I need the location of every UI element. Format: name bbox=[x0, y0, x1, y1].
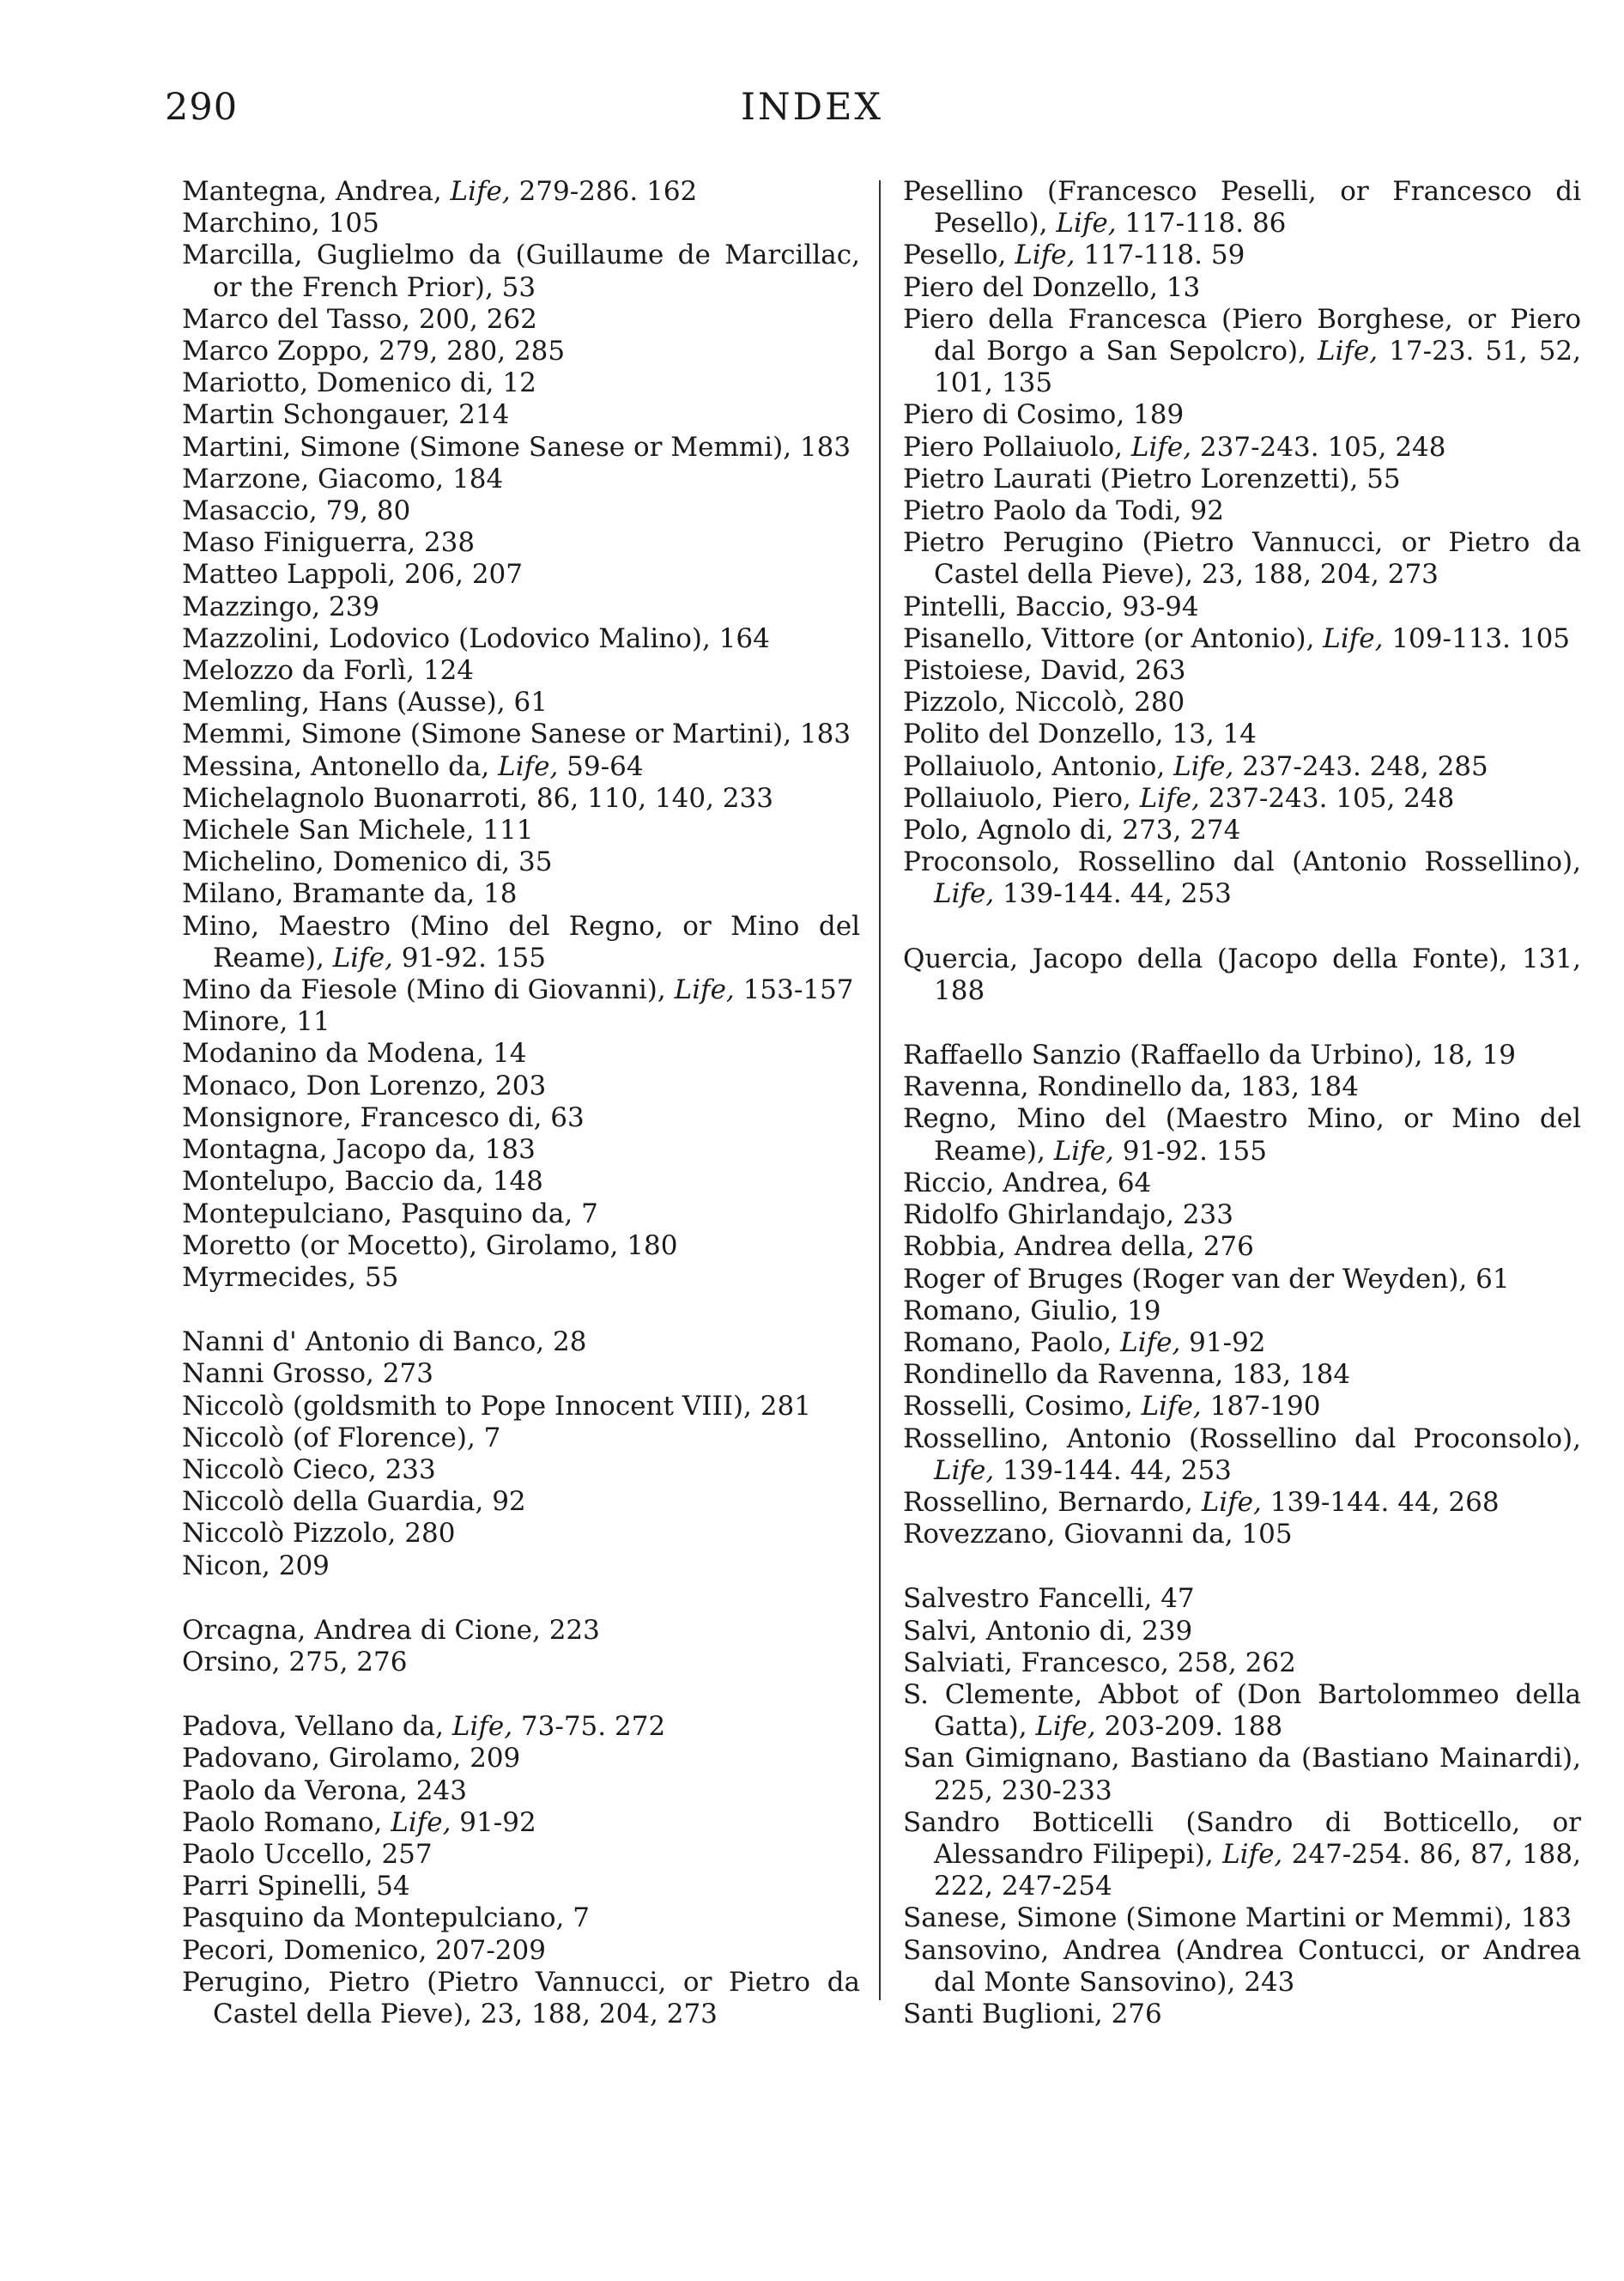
entry-text: Parri Spinelli, 54 bbox=[182, 1871, 410, 1902]
index-entry bbox=[182, 399, 860, 431]
index-entry bbox=[182, 1839, 860, 1871]
entry-text: Nicon, 209 bbox=[182, 1550, 330, 1581]
entry-life-label: Life, bbox=[1015, 240, 1076, 271]
index-entry bbox=[903, 1168, 1581, 1199]
index-entry bbox=[903, 1583, 1581, 1615]
index-entry bbox=[182, 1166, 860, 1198]
entry-text: Monsignore, Francesco di, 63 bbox=[182, 1101, 585, 1133]
entry-text: Orcagna, Andrea di Cione, 223 bbox=[182, 1614, 600, 1646]
entry-pages: 59-64 bbox=[558, 750, 644, 782]
entry-text: S. Clemente, Abbot of (Don Bartolommeo della Gatta), bbox=[903, 1678, 1581, 1743]
entry-text: Orsino, 275, 276 bbox=[182, 1646, 408, 1677]
entry-text: Paolo Romano, bbox=[182, 1806, 391, 1838]
entry-text: Marchino, 105 bbox=[182, 208, 379, 240]
entry-pages: 117-118. 59 bbox=[1075, 240, 1245, 271]
entry-text: Monaco, Don Lorenzo, 203 bbox=[182, 1070, 547, 1101]
entry-text: Pietro Paolo da Todi, 92 bbox=[903, 495, 1224, 527]
entry-text: Regno, Mino del (Maestro Mino, or Mino del Reame), bbox=[903, 1103, 1581, 1167]
entry-text: Piero della Francesca (Piero Borghese, or Piero dal Borgo a San Sepolcro), bbox=[903, 303, 1581, 367]
entry-text: Matteo Lappoli, 206, 207 bbox=[182, 559, 524, 591]
index-entry bbox=[182, 1743, 860, 1774]
index-entry bbox=[903, 1040, 1581, 1071]
entry-life-label: Life, bbox=[1120, 1326, 1181, 1358]
entry-text: Robbia, Andrea della, 276 bbox=[903, 1231, 1254, 1263]
entry-life-label: Life, bbox=[934, 878, 995, 910]
entry-text: Pisanello, Vittore (or Antonio), bbox=[903, 622, 1324, 654]
entry-text: Michele San Michele, 111 bbox=[182, 815, 534, 846]
index-entry bbox=[903, 1423, 1581, 1487]
entry-text: Mariotto, Domenico di, 12 bbox=[182, 367, 536, 399]
index-entry bbox=[182, 1935, 860, 1967]
index-entry bbox=[903, 1103, 1581, 1167]
entry-text: Memmi, Simone (Simone Sanese or Martini), 183 bbox=[182, 719, 851, 750]
index-entry bbox=[182, 719, 860, 750]
entry-text: Marzone, Giacomo, 184 bbox=[182, 463, 504, 494]
entry-text: Michelagnolo Buonarroti, 86, 110, 140, 233 bbox=[182, 782, 773, 814]
index-entry bbox=[182, 815, 860, 846]
entry-text: Padova, Vellano da, bbox=[182, 1711, 452, 1743]
entry-text: Pietro Laurati (Pietro Lorenzetti), 55 bbox=[903, 463, 1401, 494]
entry-life-label: Life, bbox=[1173, 750, 1234, 782]
index-entry bbox=[182, 1967, 860, 2030]
entry-text: Pesellino (Francesco Peselli, or Francesco di Pesello), bbox=[903, 176, 1581, 240]
entry-text: Pecori, Domenico, 207-209 bbox=[182, 1934, 546, 1966]
index-entry bbox=[903, 943, 1581, 1007]
entry-text: Pesello, bbox=[903, 240, 1015, 271]
index-entry bbox=[182, 1262, 860, 1294]
index-entry bbox=[903, 687, 1581, 719]
entry-pages: 153-157 bbox=[734, 974, 854, 1006]
index-entry bbox=[903, 591, 1581, 623]
index-entry bbox=[182, 1358, 860, 1390]
entry-text: Sansovino, Andrea (Andrea Contucci, or Andrea dal Monte Sansovino), 243 bbox=[903, 1934, 1581, 1998]
index-entry bbox=[182, 1198, 860, 1230]
entry-text: Rondinello da Ravenna, 183, 184 bbox=[903, 1359, 1351, 1391]
entry-text: Martin Schongauer, 214 bbox=[182, 399, 510, 431]
entry-text: Niccolò della Guardia, 92 bbox=[182, 1486, 526, 1518]
index-entry bbox=[182, 208, 860, 240]
entry-text: Minore, 11 bbox=[182, 1006, 330, 1038]
entry-life-label: Life, bbox=[674, 974, 735, 1006]
entry-text: Perugino, Pietro (Pietro Vannucci, or Pietro da Castel della Pieve), 23, 188, 204, 273 bbox=[182, 1966, 860, 2029]
index-entry bbox=[903, 176, 1581, 240]
entry-pages: 247-254. 86, 87, 188, 222, 247-254 bbox=[934, 1838, 1581, 1902]
index-entry bbox=[182, 1006, 860, 1038]
index-entry bbox=[182, 751, 860, 783]
entry-text: Maso Finiguerra, 238 bbox=[182, 527, 476, 559]
entry-text: Quercia, Jacopo della (Jacopo della Fonte), 131, 188 bbox=[903, 943, 1581, 1006]
index-entry bbox=[903, 1679, 1581, 1743]
index-column-left bbox=[182, 176, 860, 2030]
index-entry bbox=[182, 1326, 860, 1358]
index-entry bbox=[903, 1231, 1581, 1263]
entry-pages: 139-144. 44, 253 bbox=[994, 878, 1232, 910]
index-entry bbox=[182, 1230, 860, 1262]
column-divider bbox=[879, 180, 881, 2000]
entry-text: Niccolò (goldsmith to Pope Innocent VIII), 281 bbox=[182, 1390, 811, 1422]
index-entry bbox=[903, 783, 1581, 815]
index-entry bbox=[182, 1134, 860, 1166]
entry-text: Mino da Fiesole (Mino di Giovanni), bbox=[182, 974, 675, 1006]
entry-text: Romano, Paolo, bbox=[903, 1326, 1121, 1358]
index-entry bbox=[903, 272, 1581, 304]
entry-text: Pietro Perugino (Pietro Vannucci, or Pietro da Castel della Pieve), 23, 188, 204, 273 bbox=[903, 527, 1581, 591]
index-entry bbox=[903, 399, 1581, 431]
entry-text: Melozzo da Forlì, 124 bbox=[182, 655, 475, 687]
entry-text: Salviati, Francesco, 258, 262 bbox=[903, 1647, 1296, 1678]
index-entry bbox=[182, 1423, 860, 1454]
entry-text: Masaccio, 79, 80 bbox=[182, 495, 411, 527]
entry-text: Proconsolo, Rossellino dal (Antonio Rossellino), bbox=[903, 846, 1581, 878]
entry-text: Pizzolo, Niccolò, 280 bbox=[903, 687, 1185, 719]
index-entry bbox=[182, 1071, 860, 1102]
entry-pages: 139-144. 44, 253 bbox=[994, 1454, 1232, 1486]
index-entry bbox=[182, 1711, 860, 1743]
entry-text: Moretto (or Mocetto), Girolamo, 180 bbox=[182, 1229, 678, 1261]
index-entry bbox=[182, 495, 860, 527]
index-entry bbox=[182, 591, 860, 623]
index-entry bbox=[903, 1359, 1581, 1391]
index-entry bbox=[903, 1935, 1581, 1999]
entry-text: Montelupo, Baccio da, 148 bbox=[182, 1166, 543, 1198]
entry-text: Modanino da Modena, 14 bbox=[182, 1038, 527, 1070]
entry-text: Messina, Antonello da, bbox=[182, 750, 499, 782]
index-entry bbox=[903, 464, 1581, 495]
index-entry bbox=[182, 1454, 860, 1486]
entry-life-label: Life, bbox=[498, 750, 559, 782]
entry-text: Montepulciano, Pasquino da, 7 bbox=[182, 1198, 598, 1229]
index-entry bbox=[182, 1807, 860, 1839]
index-entry bbox=[182, 687, 860, 719]
index-entry bbox=[182, 974, 860, 1006]
index-entry bbox=[182, 304, 860, 336]
index-entry bbox=[903, 1743, 1581, 1806]
index-column-right bbox=[903, 176, 1581, 2030]
entry-life-label: Life, bbox=[1317, 336, 1379, 367]
entry-text: Rosselli, Cosimo, bbox=[903, 1391, 1142, 1423]
entry-text: Salvestro Fancelli, 47 bbox=[903, 1583, 1195, 1615]
index-entry bbox=[182, 878, 860, 910]
entry-life-label: Life, bbox=[1141, 1391, 1202, 1423]
entry-text: Mazzingo, 239 bbox=[182, 591, 380, 622]
index-entry bbox=[182, 432, 860, 464]
page-number: 290 bbox=[165, 86, 239, 129]
index-entry bbox=[903, 751, 1581, 783]
entry-text: Ridolfo Ghirlandajo, 233 bbox=[903, 1199, 1233, 1231]
entry-text: Ravenna, Rondinello da, 183, 184 bbox=[903, 1071, 1359, 1103]
entry-pages: 73-75. 272 bbox=[512, 1711, 666, 1743]
index-entry bbox=[903, 1327, 1581, 1359]
entry-text: Santi Buglioni, 276 bbox=[903, 1998, 1162, 2029]
index-entry bbox=[903, 527, 1581, 591]
index-entry bbox=[903, 1616, 1581, 1647]
entry-life-label: Life, bbox=[1053, 1135, 1114, 1167]
entry-pages: 203-209. 188 bbox=[1095, 1711, 1283, 1743]
entry-text: Piero del Donzello, 13 bbox=[903, 271, 1201, 303]
entry-text: Mino, Maestro (Mino del Regno, or Mino del Reame), bbox=[182, 910, 860, 974]
entry-text: Marcilla, Guglielmo da (Guillaume de Marcillac, or the French Prior), 53 bbox=[182, 240, 860, 303]
index-entry bbox=[903, 623, 1581, 655]
index-entry bbox=[182, 1902, 860, 1934]
index-entry bbox=[182, 464, 860, 495]
entry-life-label: Life, bbox=[934, 1454, 995, 1486]
entry-text: Martini, Simone (Simone Sanese or Memmi), 183 bbox=[182, 431, 851, 463]
entry-life-label: Life, bbox=[1056, 208, 1117, 240]
index-entry bbox=[182, 1615, 860, 1647]
entry-text: Romano, Giulio, 19 bbox=[903, 1295, 1161, 1326]
entry-pages: 237-243. 105, 248 bbox=[1191, 431, 1446, 463]
entry-text: Niccolò Cieco, 233 bbox=[182, 1453, 436, 1485]
entry-text: Rossellino, Antonio (Rossellino dal Proconsolo), bbox=[903, 1423, 1581, 1454]
entry-text: Rovezzano, Giovanni da, 105 bbox=[903, 1519, 1293, 1550]
index-entry bbox=[182, 1486, 860, 1518]
entry-text: Niccolò (of Florence), 7 bbox=[182, 1422, 501, 1453]
index-entry bbox=[903, 495, 1581, 527]
index-entry bbox=[182, 623, 860, 655]
entry-text: Myrmecides, 55 bbox=[182, 1261, 399, 1293]
entry-pages: 91-92. 155 bbox=[1113, 1135, 1268, 1167]
entry-text: Riccio, Andrea, 64 bbox=[903, 1167, 1152, 1198]
entry-text: Raffaello Sanzio (Raffaello da Urbino), 18, 19 bbox=[903, 1040, 1516, 1071]
index-entry bbox=[182, 176, 860, 208]
index-entry bbox=[182, 1518, 860, 1550]
entry-text: Montagna, Jacopo da, 183 bbox=[182, 1134, 536, 1166]
entry-text: Pintelli, Baccio, 93-94 bbox=[903, 591, 1199, 622]
entry-pages: 117-118. 86 bbox=[1116, 208, 1287, 240]
index-entry bbox=[182, 783, 860, 815]
index-entry bbox=[903, 1519, 1581, 1550]
entry-pages: 237-243. 248, 285 bbox=[1233, 750, 1488, 782]
index-entry bbox=[903, 432, 1581, 464]
page-title: INDEX bbox=[740, 86, 884, 129]
entry-life-label: Life, bbox=[1222, 1838, 1283, 1870]
entry-text: Nanni d' Antonio di Banco, 28 bbox=[182, 1326, 587, 1358]
entry-text: Pasquino da Montepulciano, 7 bbox=[182, 1902, 590, 1934]
index-entry bbox=[182, 655, 860, 687]
index-entry bbox=[182, 367, 860, 399]
index-entry bbox=[903, 304, 1581, 400]
entry-text: Roger of Bruges (Roger van der Weyden), 61 bbox=[903, 1263, 1510, 1295]
entry-life-label: Life, bbox=[1139, 782, 1200, 814]
entry-pages: 17-23. 51, 52, 101, 135 bbox=[934, 336, 1581, 399]
entry-pages: 109-113. 105 bbox=[1383, 622, 1571, 654]
index-entry bbox=[182, 240, 860, 303]
entry-pages: 187-190 bbox=[1201, 1391, 1321, 1423]
index-entry bbox=[903, 1391, 1581, 1423]
entry-text: Rossellino, Bernardo, bbox=[903, 1486, 1202, 1518]
entry-text: Michelino, Domenico di, 35 bbox=[182, 846, 553, 878]
index-entry bbox=[182, 336, 860, 367]
entry-text: Niccolò Pizzolo, 280 bbox=[182, 1518, 456, 1550]
entry-text: Sandro Botticelli (Sandro di Botticello, or Alessandro Filipepi), bbox=[903, 1806, 1581, 1870]
index-entry bbox=[182, 559, 860, 591]
entry-life-label: Life, bbox=[1323, 622, 1384, 654]
entry-text: Polito del Donzello, 13, 14 bbox=[903, 719, 1257, 750]
index-entry bbox=[903, 1199, 1581, 1231]
entry-life-label: Life, bbox=[1201, 1486, 1262, 1518]
index-entry bbox=[182, 846, 860, 878]
entry-text: Pollaiuolo, Piero, bbox=[903, 782, 1140, 814]
index-entry bbox=[903, 1071, 1581, 1103]
entry-text: Mazzolini, Lodovico (Lodovico Malino), 164 bbox=[182, 622, 770, 654]
entry-text: Piero Pollaiuolo, bbox=[903, 431, 1131, 463]
index-entry bbox=[903, 815, 1581, 846]
entry-text: Padovano, Girolamo, 209 bbox=[182, 1743, 521, 1774]
index-entry bbox=[903, 1264, 1581, 1295]
entry-life-label: Life, bbox=[1130, 431, 1192, 463]
index-entry bbox=[903, 1647, 1581, 1679]
entry-text: Memling, Hans (Ausse), 61 bbox=[182, 687, 548, 719]
index-entry bbox=[903, 719, 1581, 750]
index-entry bbox=[903, 240, 1581, 271]
entry-pages: 139-144. 44, 268 bbox=[1261, 1486, 1500, 1518]
entry-pages: 279-286. 162 bbox=[510, 176, 698, 207]
entry-text: Paolo Uccello, 257 bbox=[182, 1838, 433, 1870]
entry-text: Pollaiuolo, Antonio, bbox=[903, 750, 1174, 782]
entry-text: Sanese, Simone (Simone Martini or Memmi), 183 bbox=[903, 1902, 1572, 1934]
entry-pages: 237-243. 105, 248 bbox=[1199, 782, 1455, 814]
index-entry bbox=[903, 1487, 1581, 1519]
index-entry bbox=[182, 1871, 860, 1902]
index-entry bbox=[182, 1647, 860, 1678]
index-entry bbox=[903, 846, 1581, 910]
entry-text: Mantegna, Andrea, bbox=[182, 176, 451, 207]
entry-text: San Gimignano, Bastiano da (Bastiano Mainardi), 225, 230-233 bbox=[903, 1743, 1581, 1806]
index-entry bbox=[903, 655, 1581, 687]
index-entry bbox=[182, 1550, 860, 1582]
entry-text: Paolo da Verona, 243 bbox=[182, 1774, 467, 1806]
entry-text: Milano, Bramante da, 18 bbox=[182, 878, 518, 910]
index-entry bbox=[182, 1102, 860, 1134]
entry-life-label: Life, bbox=[1035, 1711, 1096, 1743]
entry-pages: 91-92 bbox=[1180, 1326, 1266, 1358]
entry-text: Nanni Grosso, 273 bbox=[182, 1358, 433, 1390]
index-entry bbox=[182, 527, 860, 559]
index-entry bbox=[903, 1807, 1581, 1903]
index-entry bbox=[903, 1295, 1581, 1327]
index-entry bbox=[903, 1902, 1581, 1934]
entry-pages: 91-92 bbox=[451, 1806, 536, 1838]
index-entry bbox=[903, 1999, 1581, 2030]
entry-pages: 91-92. 155 bbox=[392, 942, 547, 974]
entry-life-label: Life, bbox=[450, 176, 511, 207]
entry-text: Marco Zoppo, 279, 280, 285 bbox=[182, 336, 566, 367]
index-entry bbox=[182, 911, 860, 974]
entry-text: Polo, Agnolo di, 273, 274 bbox=[903, 815, 1241, 846]
entry-text: Marco del Tasso, 200, 262 bbox=[182, 303, 537, 335]
index-entry bbox=[182, 1391, 860, 1423]
entry-life-label: Life, bbox=[391, 1806, 451, 1838]
entry-text: Salvi, Antonio di, 239 bbox=[903, 1615, 1193, 1647]
index-entry bbox=[182, 1775, 860, 1807]
entry-text: Pistoiese, David, 263 bbox=[903, 655, 1186, 687]
index-entry bbox=[182, 1038, 860, 1070]
entry-text: Piero di Cosimo, 189 bbox=[903, 399, 1185, 431]
entry-life-label: Life, bbox=[451, 1711, 513, 1743]
entry-life-label: Life, bbox=[332, 942, 393, 974]
